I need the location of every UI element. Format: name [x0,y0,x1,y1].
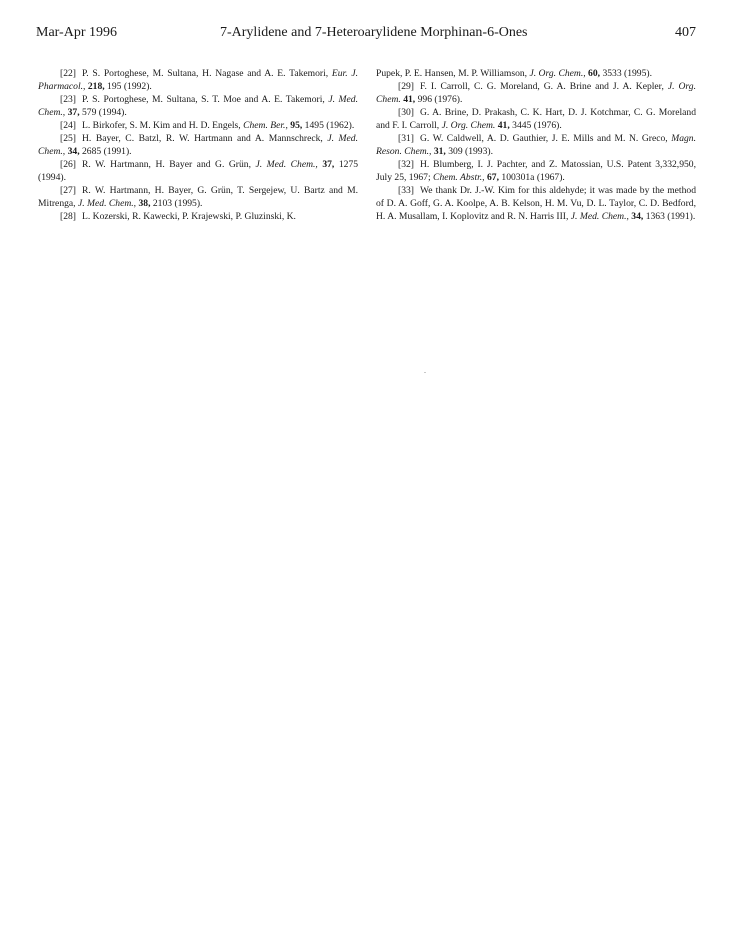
running-title: 7-Arylidene and 7-Heteroarylidene Morphinan-6-Ones [220,25,528,40]
reference-23: [23] P. S. Portoghese, M. Sultana, S. T. Moe and A. E. Takemori, J. Med. Chem., 37, 579 (1994). [38,94,358,118]
issue-date: Mar-Apr 1996 [36,25,117,40]
references-left-column [38,67,358,223]
references-right-column [376,67,696,223]
reference-30: [30] G. A. Brine, D. Prakash, C. K. Hart, D. J. Kotchmar, C. G. Moreland and F. I. Carroll, J. Org. Chem. 41, 3445 (1976). [376,107,696,131]
reference-27: [27] R. W. Hartmann, H. Bayer, G. Grün, T. Sergejew, U. Bartz and M. Mitrenga, J. Med. Chem., 38, 2103 (1995). [38,185,358,209]
reference-22: [22] P. S. Portoghese, M. Sultana, H. Nagase and A. E. Takemori, Eur. J. Pharmacol., 218, 195 (1992). [38,68,359,92]
reference-24: [24] L. Birkofer, S. M. Kim and H. D. Engels, Chem. Ber., 95, 1495 (1962). [60,120,355,131]
reference-25: [25] H. Bayer, C. Batzl, R. W. Hartmann and A. Mannschreck, J. Med. Chem., 34, 2685 (1991). [38,133,358,157]
reference-31: [31] G. W. Caldwell, A. D. Gauthier, J. E. Mills and M. N. Greco, Magn. Reson. Chem., 31, 309 (1993). [376,133,696,157]
reference-26: [26] R. W. Hartmann, H. Bayer and G. Grün, J. Med. Chem., 37, 1275 (1994). [38,159,359,183]
reference-32: [32] H. Blumberg, I. J. Pachter, and Z. Matossian, U.S. Patent 3,332,950, July 25, 1967; Chem. Abstr., 67, 100301a (1967). [376,159,696,183]
reference-33: [33] We thank Dr. J.-W. Kim for this aldehyde; it was made by the method of D. A. Goff, G. A. Koolpe, A. B. Kelson, H. M. Vu, D. L. Taylor, C. D. Bedford, H. A. Musallam, I. Koplovitz and R. N. Harris III, J. Med. Chem., 34, 1363 (1991). [376,185,696,222]
scan-speck [424,372,426,373]
reference-29: [29] F. I. Carroll, C. G. Moreland, G. A. Brine and J. A. Kepler, J. Org. Chem. 41, 996 (1976). [376,81,696,105]
reference-28-continued: Pupek, P. E. Hansen, M. P. Williamson, J. Org. Chem., 60, 3533 (1995). [376,68,652,79]
running-head [36,24,696,44]
reference-28: [28] L. Kozerski, R. Kawecki, P. Krajewski, P. Gluzinski, K. [60,211,296,222]
page-number: 407 [675,25,696,40]
